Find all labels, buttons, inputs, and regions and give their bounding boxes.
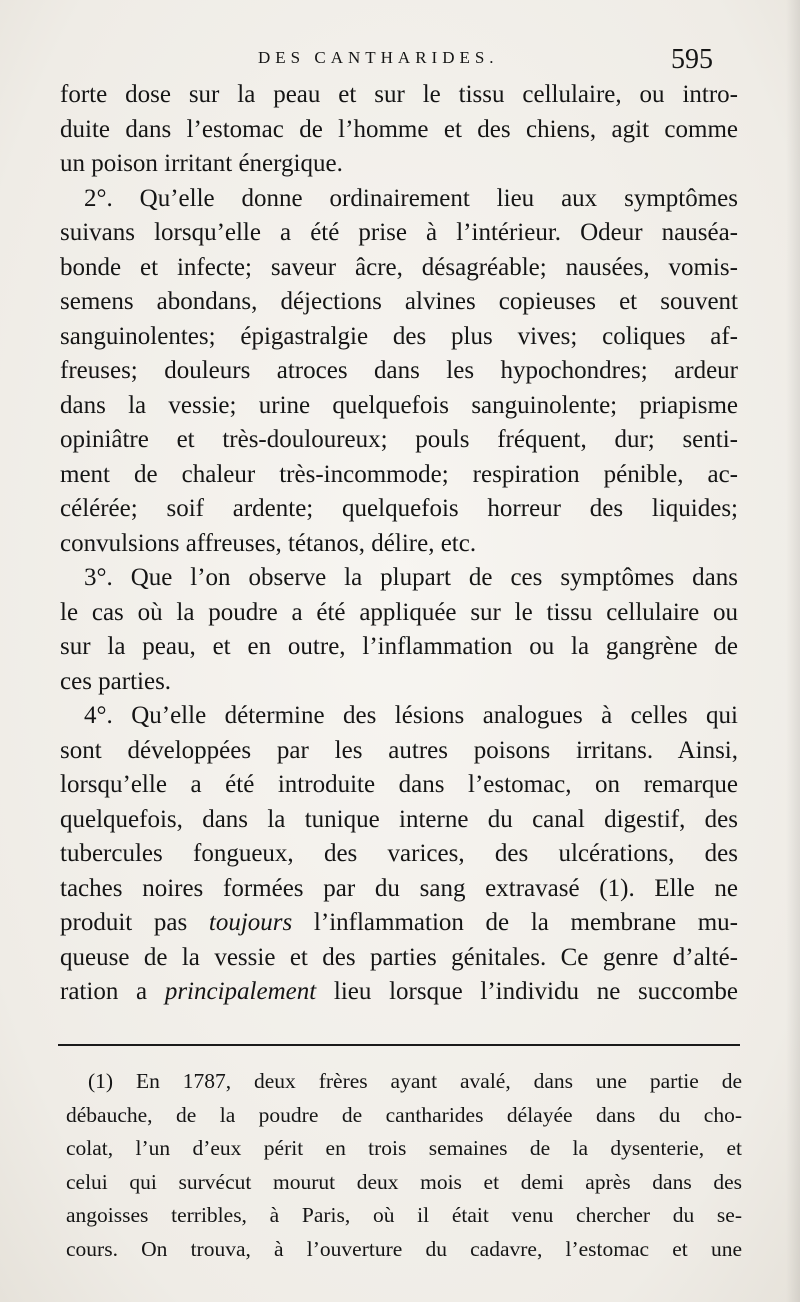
text-line: 3°. Que l’on observe la plupart de ces symptômes dans <box>84 564 738 591</box>
text-line: queuse de la vessie et des parties génitales. Ce genre d’alté- <box>60 943 738 971</box>
text-line: dans la vessie; urine quelquefois sanguinolente; priapisme <box>60 391 738 419</box>
emphasis: principalement <box>164 978 317 1005</box>
text-line: ment de chaleur très-incommode; respiration pénible, ac- <box>60 460 738 488</box>
page-number: 595 <box>671 44 713 75</box>
text-line: freuses; douleurs atroces dans les hypochondres; ardeur <box>60 357 738 384</box>
text-line: sanguinolentes; épigastralgie des plus vives; coliques af- <box>60 322 738 350</box>
emphasis: toujours <box>208 909 293 936</box>
footnote <box>66 1065 742 1266</box>
text-line: tubercules fongueux, des varices, des ulcérations, des <box>60 840 738 867</box>
text-line: célérée; soif ardente; quelquefois horreur des liquides; <box>60 495 738 522</box>
text-line: ces parties. <box>60 667 172 695</box>
text-line: lorsqu’elle a été introduite dans l’estomac, on remarque <box>60 771 738 798</box>
text-line: ration a principalement lieu lorsque l’individu ne succombe <box>60 978 738 1005</box>
text-line: suivans lorsqu’elle a été prise à l’intérieur. Odeur nauséa- <box>60 219 738 246</box>
footnote-line: colat, l’un d’eux périt en trois semaines de la dysenterie, et <box>66 1136 742 1160</box>
footnote-line: débauche, de la poudre de cantharides délayée dans du cho- <box>66 1102 742 1127</box>
text-line: opiniâtre et très-douloureux; pouls fréquent, dur; senti- <box>60 426 738 453</box>
footnote-line: angoisses terribles, à Paris, où il était venu chercher du se- <box>66 1203 742 1227</box>
text-line: le cas où la poudre a été appliquée sur le tissu cellulaire ou <box>60 598 738 626</box>
text-line: duite dans l’estomac de l’homme et des chiens, agit comme <box>60 115 738 143</box>
text-line: sont développées par les autres poisons irritans. Ainsi, <box>60 736 738 764</box>
text-line: 4°. Qu’elle détermine des lésions analogues à celles qui <box>84 702 738 729</box>
footnote-divider <box>58 1044 740 1046</box>
text-line: quelquefois, dans la tunique interne du canal digestif, des <box>60 805 738 833</box>
footnote-line: (1) En 1787, deux frères ayant avalé, dans une partie de <box>88 1069 742 1093</box>
text-line: produit pas toujours l’inflammation de la membrane mu- <box>60 909 738 936</box>
text-line: taches noires formées par du sang extravasé (1). Elle ne <box>60 874 738 902</box>
text-line: forte dose sur la peau et sur le tissu cellulaire, ou intro- <box>60 81 738 108</box>
footnote-line: cours. On trouva, à l’ouverture du cadavre, l’estomac et une <box>66 1236 742 1261</box>
page-edge-shadow <box>786 0 800 1302</box>
footnote-line: celui qui survécut mourut deux mois et demi après dans des <box>66 1169 742 1194</box>
text-line: convulsions affreuses, tétanos, délire, etc. <box>60 529 477 557</box>
text-line: un poison irritant énergique. <box>60 150 343 177</box>
running-title: DES CANTHARIDES. <box>258 48 499 67</box>
main-text <box>60 78 738 1010</box>
text-line: semens abondans, déjections alvines copieuses et souvent <box>60 288 738 315</box>
text-line: bonde et infecte; saveur âcre, désagréable; nausées, vomis- <box>60 253 738 281</box>
text-line: 2°. Qu’elle donne ordinairement lieu aux symptômes <box>84 184 738 212</box>
text-line: sur la peau, et en outre, l’inflammation ou la gangrène de <box>60 633 738 660</box>
